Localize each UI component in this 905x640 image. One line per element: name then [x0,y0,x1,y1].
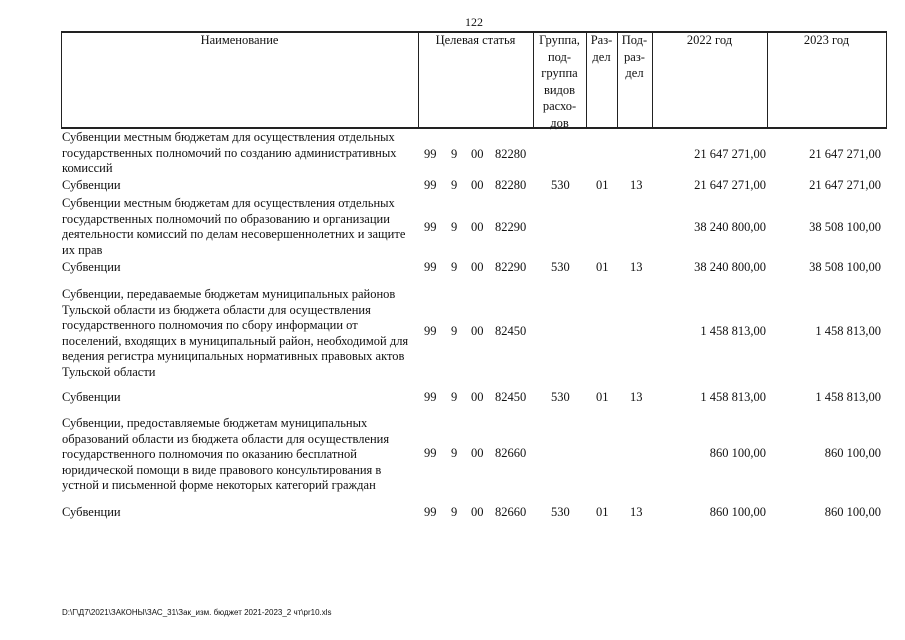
row-amount-2023: 1 458 813,00 [815,324,881,338]
row-code-1: 99 [424,505,437,519]
row-code-3: 00 [471,178,484,192]
row-amount-2023: 38 508 100,00 [809,220,881,234]
header-group-line: Группа, [539,33,580,47]
row-code-3: 00 [471,260,484,274]
row-code-4: 82660 [495,446,527,460]
row-code-1: 99 [424,324,437,338]
row-name: Субвенции местным бюджетам для осуществления отдельных государственных полномочий по образованию и организации деятельности комиссий по делам несовершеннолетних и защите их прав [62,196,406,257]
row-name: Субвенции [62,178,121,192]
footer-file-path: D:\Г\Д7\2021\ЗАКОНЫ\ЗАС_31\Зак_изм. бюджет 2021-2023_2 чт\pr10.xls [62,608,332,617]
row-amount-2022: 1 458 813,00 [700,390,766,404]
row-code-2: 9 [451,446,458,460]
row-section: 01 [596,178,609,192]
header-bottom-border [61,127,887,129]
row-code-2: 9 [451,390,458,404]
row-group: 530 [551,505,570,519]
row-amount-2022: 38 240 800,00 [694,260,766,274]
row-code-1: 99 [424,390,437,404]
header-subsection-line: раз- [624,49,645,64]
header-subsection-line: Под- [621,33,648,47]
row-amount-2023: 38 508 100,00 [809,260,881,274]
row-group: 530 [551,260,570,274]
header-name: Наименование [200,33,279,47]
row-code-4: 82660 [495,505,527,519]
row-section: 01 [596,260,609,274]
header-section [586,32,617,65]
row-code-3: 00 [471,324,484,338]
row-code-4: 82290 [495,260,527,274]
row-code-4: 82280 [495,147,527,161]
header-section-line: Раз- [590,33,613,47]
row-amount-2022: 38 240 800,00 [694,220,766,234]
row-name: Субвенции местным бюджетам для осуществления отдельных государственных полномочий по созданию административных комиссий [62,130,397,175]
row-code-4: 82280 [495,178,527,192]
row-amount-2023: 860 100,00 [824,505,881,519]
row-group: 530 [551,390,570,404]
header-group-line: видов [543,82,576,97]
row-subsection: 13 [630,260,643,274]
header-section-line: дел [592,49,611,64]
row-amount-2022: 21 647 271,00 [694,147,766,161]
row-amount-2022: 860 100,00 [709,446,766,460]
row-code-2: 9 [451,505,458,519]
row-code-3: 00 [471,220,484,234]
row-amount-2023: 860 100,00 [824,446,881,460]
row-code-3: 00 [471,446,484,460]
row-code-2: 9 [451,220,458,234]
row-name: Субвенции [62,505,121,519]
row-amount-2023: 21 647 271,00 [809,178,881,192]
row-name: Субвенции, передаваемые бюджетам муниципальных районов Тульской области из бюджета области для осуществления государственного полномочия по сбору информации от поселений, входящих в муниципальный район, необходимой для ведения регистра муниципальных нормативных правовых актов Тульской области [62,287,409,379]
header-group-line: расхо- [542,99,577,113]
row-code-1: 99 [424,220,437,234]
row-code-1: 99 [424,260,437,274]
header-divider [886,31,887,128]
row-code-2: 9 [451,260,458,274]
header-target-article: Целевая статья [435,33,516,47]
row-group: 530 [551,178,570,192]
row-section: 01 [596,390,609,404]
row-code-2: 9 [451,178,458,192]
header-group-line: дов [550,115,569,130]
row-code-1: 99 [424,178,437,192]
row-code-2: 9 [451,147,458,161]
row-amount-2023: 1 458 813,00 [815,390,881,404]
row-subsection: 13 [630,390,643,404]
header-subsection [617,32,652,82]
row-code-3: 00 [471,505,484,519]
header-group-line: под- [547,49,572,64]
row-section: 01 [596,505,609,519]
row-name: Субвенции, предоставляемые бюджетам муниципальных образований области из бюджета области для осуществления государственного полномочия по оказанию бесплатной юридической помощи в виде правового консультирования в устной и письменной форме некоторых категорий граждан [62,416,390,492]
row-code-3: 00 [471,390,484,404]
row-amount-2022: 1 458 813,00 [700,324,766,338]
row-code-2: 9 [451,324,458,338]
row-amount-2023: 21 647 271,00 [809,147,881,161]
row-code-1: 99 [424,147,437,161]
header-group [533,32,586,131]
row-code-4: 82290 [495,220,527,234]
row-subsection: 13 [630,178,643,192]
header-year-2023: 2023 год [803,33,850,47]
header-group-line: группа [541,66,578,80]
row-code-4: 82450 [495,324,527,338]
row-name: Субвенции [62,390,121,404]
header-year-2022: 2022 год [686,33,733,47]
row-name: Субвенции [62,260,121,274]
row-code-3: 00 [471,147,484,161]
page-number: 122 [465,15,483,29]
header-subsection-line: дел [625,66,644,80]
row-code-1: 99 [424,446,437,460]
row-amount-2022: 860 100,00 [709,505,766,519]
row-code-4: 82450 [495,390,527,404]
row-subsection: 13 [630,505,643,519]
row-amount-2022: 21 647 271,00 [694,178,766,192]
